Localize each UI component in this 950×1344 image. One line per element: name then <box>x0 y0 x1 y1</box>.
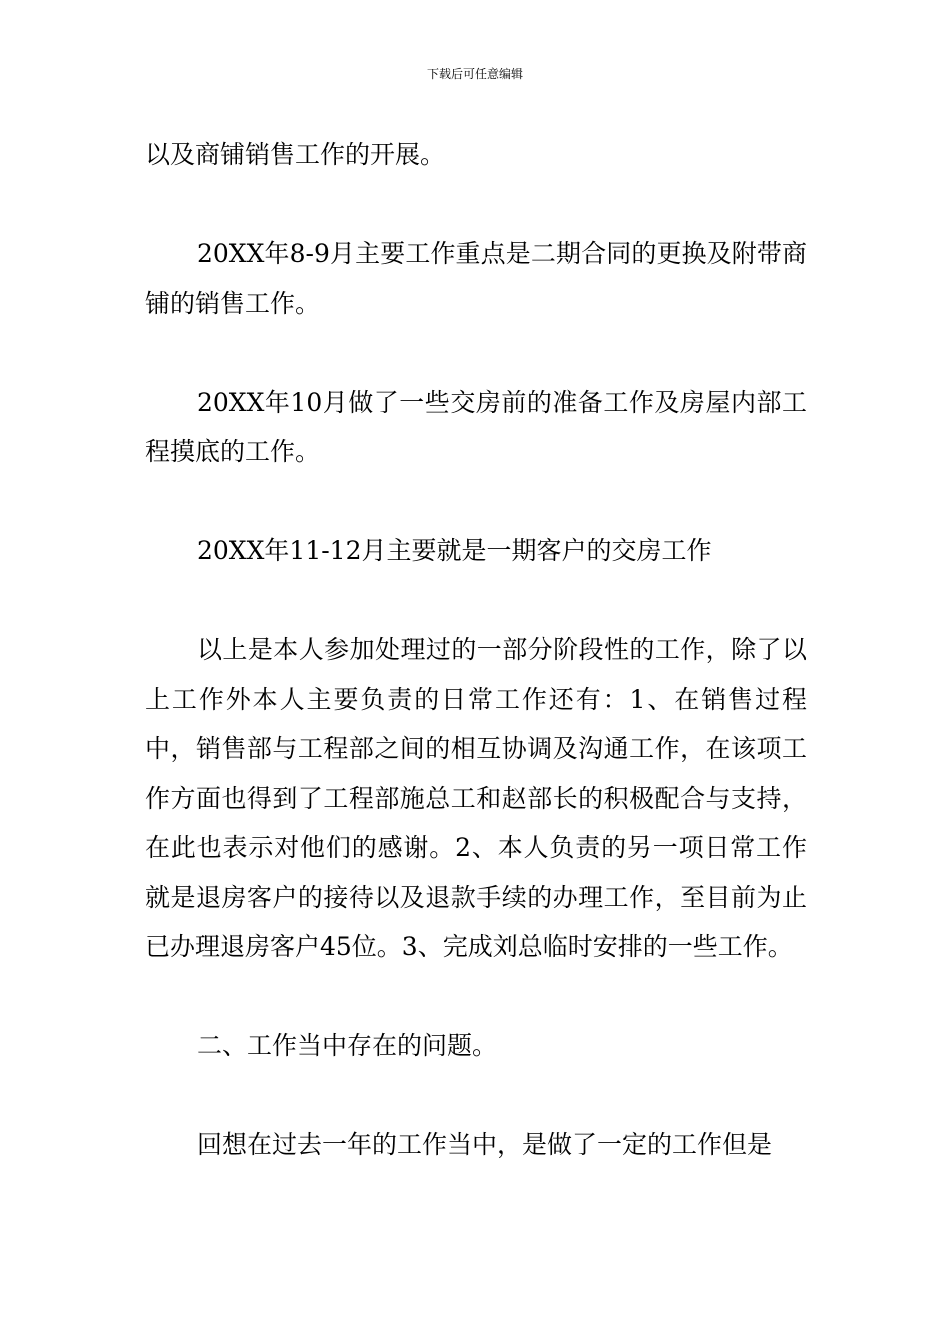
page-header: 下载后可任意编辑 <box>426 67 523 81</box>
paragraph-1: 以及商铺销售工作的开展。 <box>145 140 446 169</box>
section-heading: 二、工作当中存在的问题。 <box>197 1031 498 1060</box>
paragraph-4: 20XX年11-12月主要就是一期客户的交房工作 <box>197 536 712 565</box>
paragraph-6: 回想在过去一年的工作当中，是做了一定的工作但是 <box>197 1130 773 1159</box>
paragraph-5: 以上是本人参加处理过的一部分阶段性的工作，除了以上工作外本人主要负责的日常工作还有：1、在销售过程中，销售部与工程部之间的相互协调及沟通工作，在该项工作方面也得到了工程部施总工和赵部长的积极配合与支持，在此也表示对他们的感谢。2、本人负责的另一项日常工作就是退房客户的接待以及退款手续的办理工作，至目前为止已办理退房客户45位。3、完成刘总临时安排的一些工作。 <box>145 635 807 961</box>
paragraph-3: 20XX年10月做了一些交房前的准备工作及房屋内部工程摸底的工作。 <box>145 387 807 466</box>
paragraph-2: 20XX年8-9月主要工作重点是二期合同的更换及附带商铺的销售工作。 <box>145 239 807 318</box>
document-body <box>145 130 807 1170</box>
